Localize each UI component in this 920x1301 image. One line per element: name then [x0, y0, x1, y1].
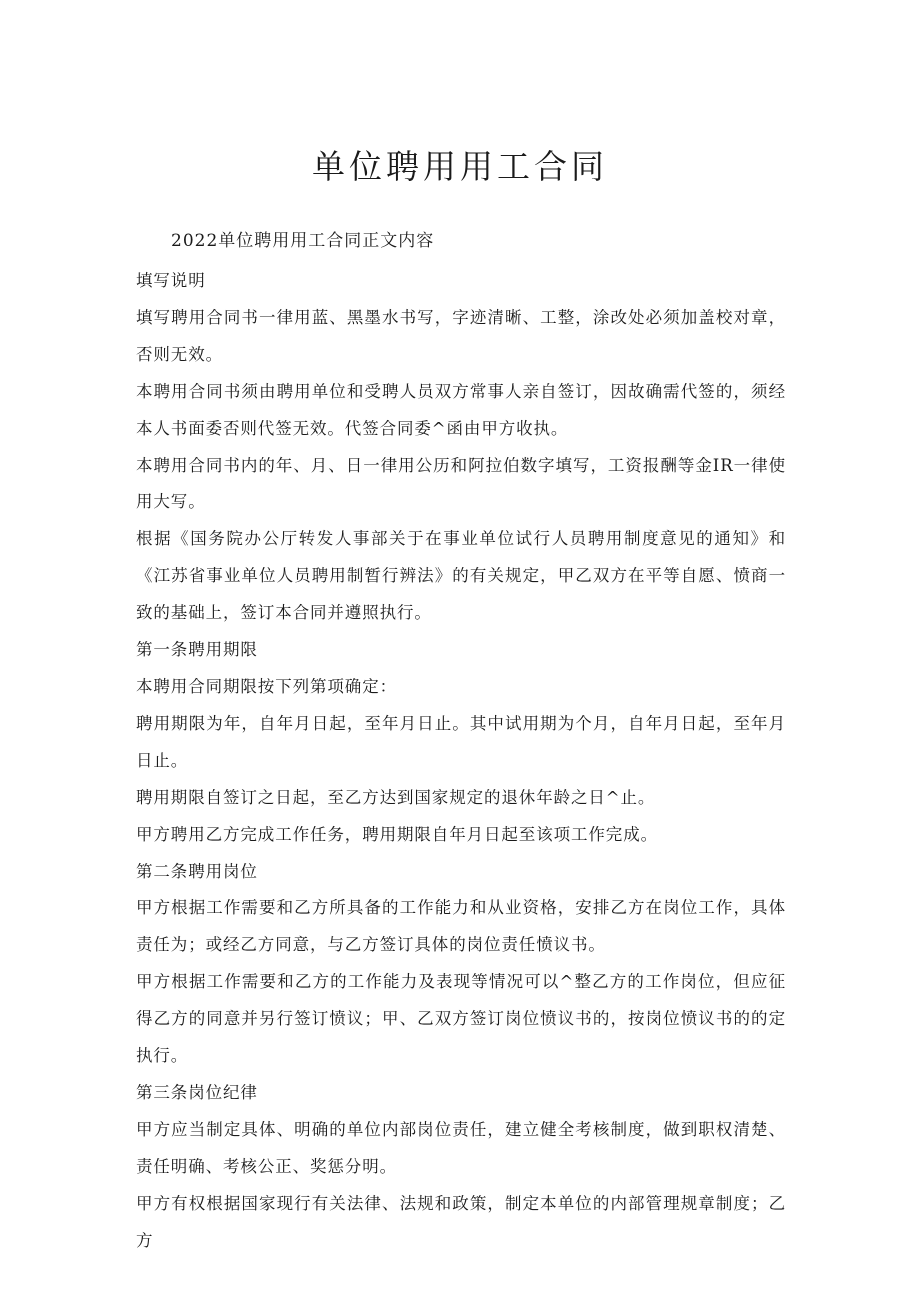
- document-body: [136, 263, 786, 1259]
- body-paragraph: 甲方根据工作需要和乙方所具备的工作能力和从业资格，安排乙方在岗位工作，具体责任为；或经乙方同意，与乙方签订具体的岗位责任愤议书。: [136, 898, 786, 955]
- body-paragraph: 聘用期限自签订之日起，至乙方达到国家规定的退休年龄之日^止。: [136, 787, 656, 807]
- section-heading-instructions: 填写说明: [136, 271, 206, 290]
- body-paragraph: 甲方聘用乙方完成工作任务，聘用期限自年月日起至该项工作完成。: [136, 824, 658, 844]
- body-paragraph: 聘用期限为年，自年月日起，至年月日止。其中试用期为个月，自年月日起，至年月日止。: [136, 713, 786, 770]
- body-paragraph: 甲方应当制定具体、明确的单位内部岗位责任，建立健全考核制度，做到职权清楚、责任明确、考核公正、奖惩分明。: [136, 1119, 786, 1176]
- body-paragraph: 本聘用合同书须由聘用单位和受聘人员双方常事人亲自签订，因故确需代签的，须经本人书面委否则代签无效。代签合同委^函由甲方收执。: [136, 381, 786, 438]
- article-heading-1: 第一条聘用期限: [136, 640, 258, 660]
- body-paragraph: 填写聘用合同书一律用蓝、黑墨水书写，字迹清晰、工整，涂改处必须加盖校对章，否则无效。: [136, 307, 786, 364]
- body-paragraph: 本聘用合同书内的年、月、日一律用公历和阿拉伯数字填写，工资报酬等金IR一律使用大写。: [136, 455, 786, 512]
- body-paragraph: 本聘用合同期限按下列第项确定：: [136, 676, 397, 696]
- document-subtitle: 2022单位聘用用工合同正文内容: [171, 231, 435, 251]
- body-paragraph: 根据《国务院办公厅转发人事部关于在事业单位试行人员聘用制度意见的通知》和《江苏省事业单位人员聘用制暂行辨法》的有关规定，甲乙双方在平等自愿、愤商一致的基础上，签订本合同并遵照执行。: [136, 529, 786, 623]
- article-heading-3: 第三条岗位纪律: [136, 1082, 258, 1102]
- body-paragraph: 甲方有权根据国家现行有关法律、法规和政策，制定本单位的内部管理规章制度；乙方: [136, 1193, 786, 1250]
- article-heading-2: 第二条聘用岗位: [136, 861, 258, 881]
- document-title: 单位聘用用工合同: [312, 147, 608, 186]
- body-paragraph: 甲方根据工作需要和乙方的工作能力及表现等情况可以^整乙方的工作岗位，但应征得乙方的同意并另行签订愤议；甲、乙双方签订岗位愤议书的，按岗位愤议书的的定执行。: [136, 972, 786, 1066]
